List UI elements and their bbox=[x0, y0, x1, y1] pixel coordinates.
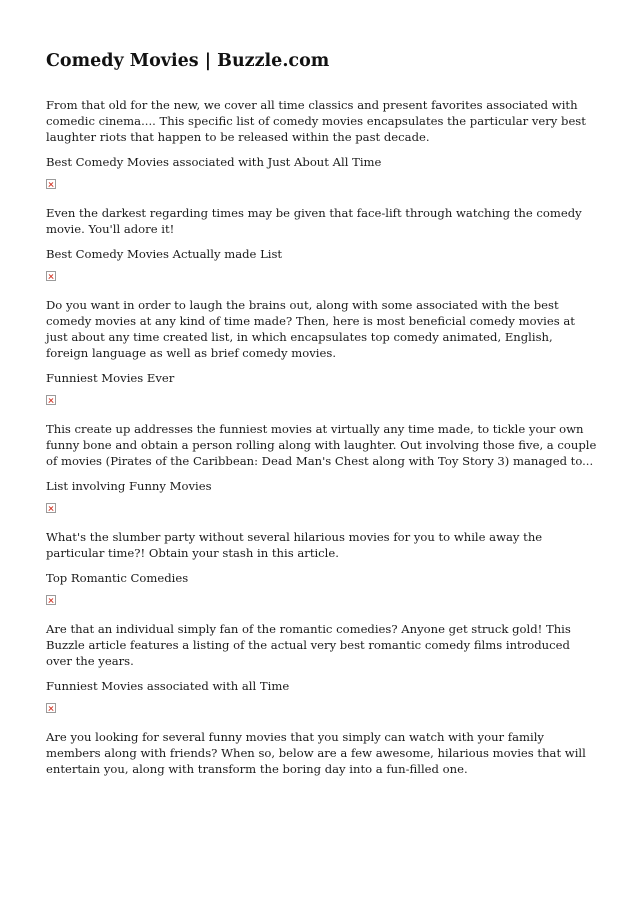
section-heading: Best Comedy Movies associated with Just About All Time bbox=[46, 155, 382, 169]
broken-image-icon bbox=[46, 595, 56, 605]
section-heading: List involving Funny Movies bbox=[46, 479, 212, 493]
broken-image-icon bbox=[46, 703, 56, 713]
section-paragraph: Are you looking for several funny movies that you simply can watch with your family members along with friends? When so, below are a few awesome, hilarious movies that will entertain you, along with transform the boring day into a fun-filled one. bbox=[46, 730, 586, 776]
broken-image-icon bbox=[46, 271, 56, 281]
section-heading: Top Romantic Comedies bbox=[46, 571, 189, 585]
section-heading: Funniest Movies Ever bbox=[46, 371, 175, 385]
section-heading: Best Comedy Movies Actually made List bbox=[46, 247, 283, 261]
section-paragraph: This create up addresses the funniest movies at virtually any time made, to tickle your own funny bone and obtain a person rolling along with laughter. Out involving those five, a couple of movies (Pirates of the Caribbean: Dead Man's Chest along with Toy Story 3) managed to... bbox=[46, 422, 597, 468]
document-page bbox=[46, 50, 598, 786]
broken-image-icon bbox=[46, 395, 56, 405]
page-title: Comedy Movies | Buzzle.com bbox=[46, 51, 330, 71]
section-heading: Funniest Movies associated with all Time bbox=[46, 679, 290, 693]
section-paragraph: What's the slumber party without several hilarious movies for you to while away the particular time?! Obtain your stash in this article. bbox=[46, 530, 543, 560]
section-paragraph: Are that an individual simply fan of the romantic comedies? Anyone get struck gold! This Buzzle article features a listing of the actual very best romantic comedy films introduced over the years. bbox=[46, 622, 571, 668]
intro-paragraph: From that old for the new, we cover all time classics and present favorites associated with comedic cinema.... This specific list of comedy movies encapsulates the particular very best laughter riots that happen to be released within the past decade. bbox=[46, 98, 586, 144]
broken-image-icon bbox=[46, 503, 56, 513]
section-paragraph: Do you want in order to laugh the brains out, along with some associated with the best comedy movies at any kind of time made? Then, here is most beneficial comedy movies at just about any time created list, in which encapsulates top comedy animated, English, foreign language as well as brief comedy movies. bbox=[46, 298, 575, 360]
broken-image-icon bbox=[46, 179, 56, 189]
section-paragraph: Even the darkest regarding times may be given that face-lift through watching the comedy movie. You'll adore it! bbox=[46, 206, 582, 236]
